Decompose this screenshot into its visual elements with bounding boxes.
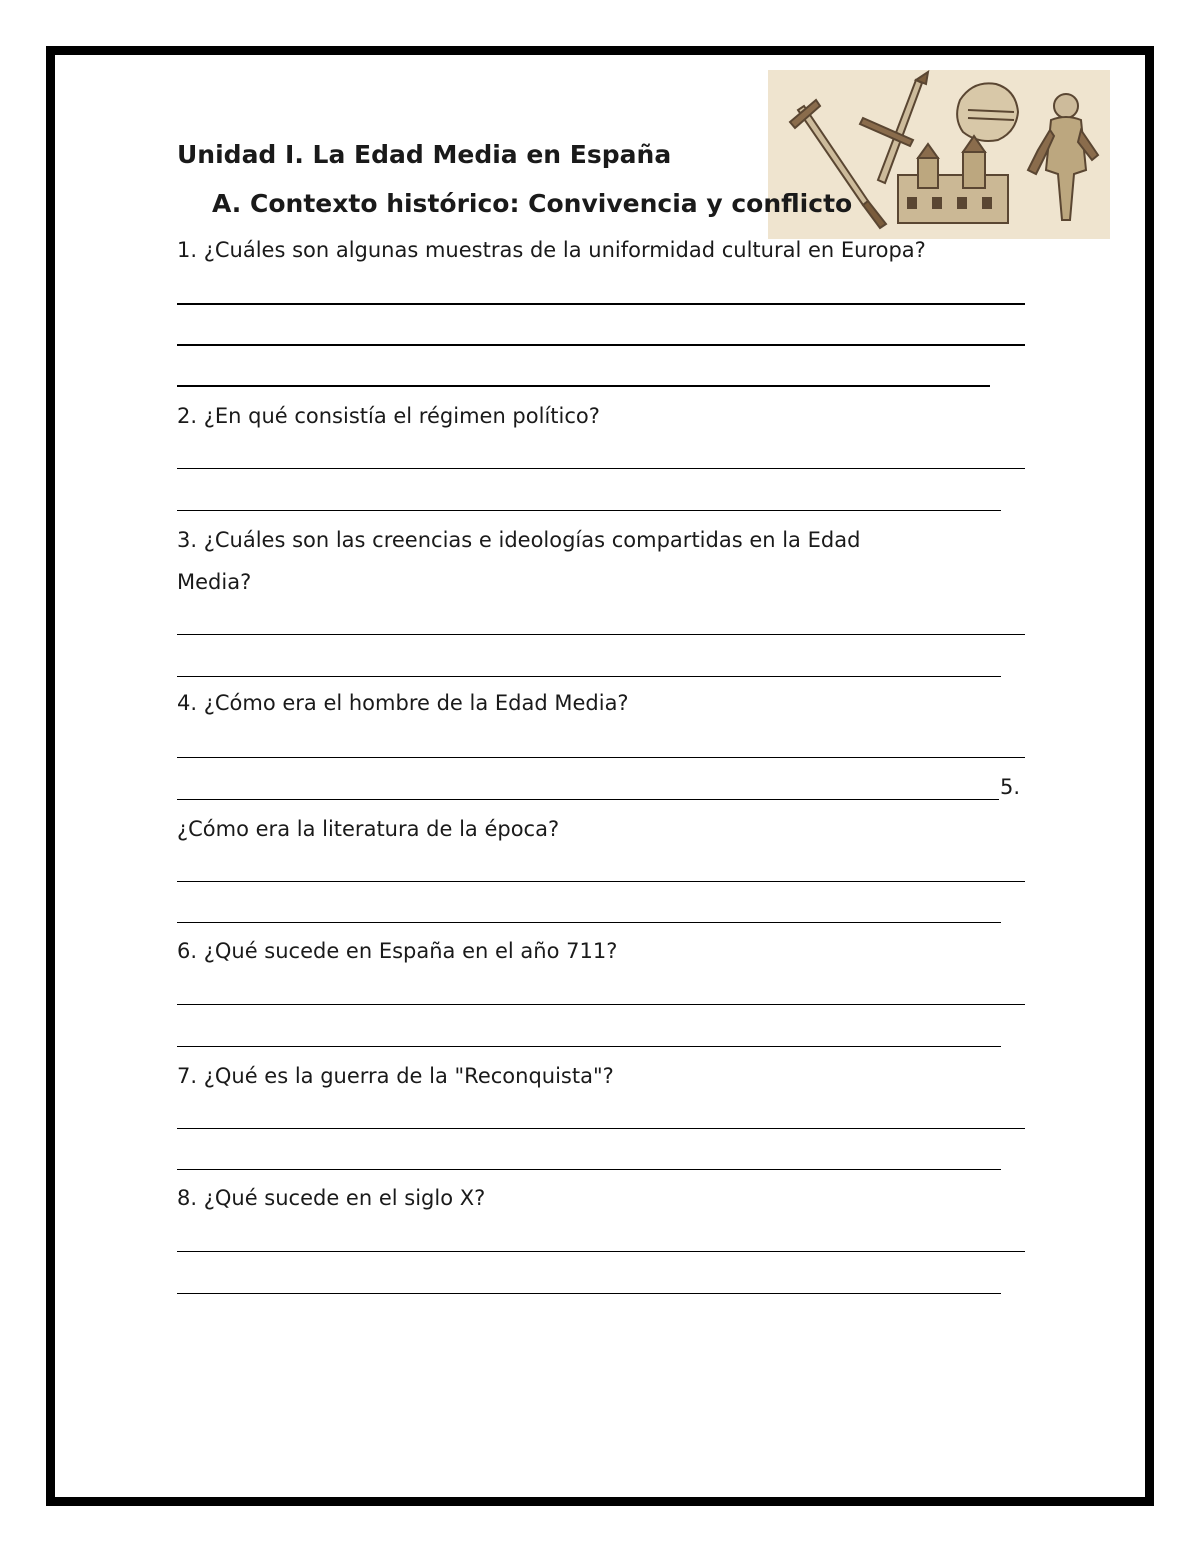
answer-line[interactable] <box>177 634 1025 635</box>
question-4: 4. ¿Cómo era el hombre de la Edad Media? <box>177 691 629 715</box>
question-5: ¿Cómo era la literatura de la época? <box>177 817 560 841</box>
question-2: 2. ¿En qué consistía el régimen político? <box>177 404 600 428</box>
answer-line[interactable] <box>177 1004 1025 1005</box>
question-6: 6. ¿Qué sucede en España en el año 711? <box>177 939 618 963</box>
question-1: 1. ¿Cuáles son algunas muestras de la uniformidad cultural en Europa? <box>177 238 926 262</box>
answer-line[interactable] <box>177 799 999 800</box>
page-border <box>46 46 1154 1506</box>
question-3-continued: Media? <box>177 570 252 594</box>
page-title: Unidad I. La Edad Media en España <box>177 140 672 169</box>
question-7: 7. ¿Qué es la guerra de la "Reconquista"? <box>177 1064 614 1088</box>
answer-line[interactable] <box>177 1046 1001 1047</box>
answer-line[interactable] <box>177 468 1025 469</box>
answer-line[interactable] <box>177 922 1001 923</box>
answer-line[interactable] <box>177 510 1001 511</box>
answer-line[interactable] <box>177 757 1025 758</box>
answer-line[interactable] <box>177 676 1001 677</box>
answer-line[interactable] <box>177 1251 1025 1252</box>
answer-line[interactable] <box>177 1169 1001 1170</box>
answer-line[interactable] <box>177 303 1025 305</box>
answer-line[interactable] <box>177 1128 1025 1129</box>
answer-line[interactable] <box>177 1293 1001 1294</box>
question-8: 8. ¿Qué sucede en el siglo X? <box>177 1186 486 1210</box>
question-3: 3. ¿Cuáles son las creencias e ideologías compartidas en la Edad <box>177 528 861 552</box>
answer-line[interactable] <box>177 881 1025 882</box>
answer-line[interactable] <box>177 385 990 387</box>
question-5-number: 5. <box>1000 775 1021 799</box>
section-heading: A. Contexto histórico: Convivencia y conflicto <box>212 189 853 218</box>
answer-line[interactable] <box>177 344 1025 346</box>
